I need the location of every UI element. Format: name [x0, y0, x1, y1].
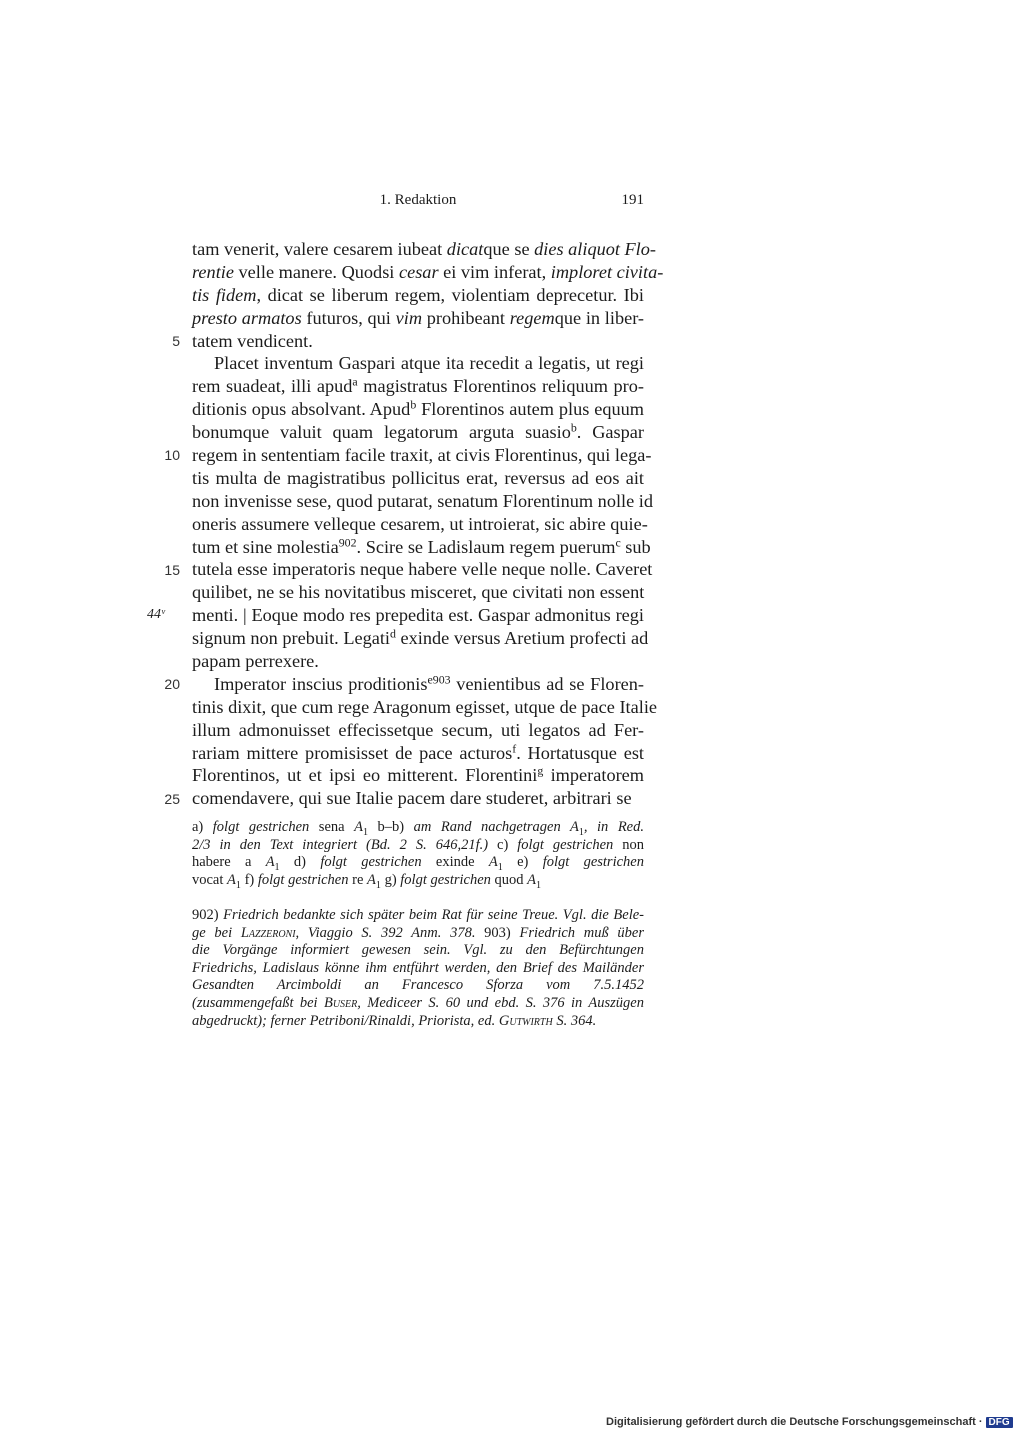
text-run: , dicat se liberum regem, violentiam deprecetur. Ibi [256, 284, 644, 305]
apparatus-line [192, 837, 644, 855]
text-run: bonumque valuit quam legatorum arguta suasio [192, 422, 571, 443]
text-run: a) [192, 819, 213, 835]
text-run: am Rand nachgetragen A [413, 819, 579, 835]
text-run: folgt gestrichen [320, 854, 422, 871]
text-run: Imperator inscius proditionis [214, 673, 428, 694]
text-run: f) [240, 871, 258, 888]
text-run: ditionis opus absolvant. Apud [192, 399, 411, 420]
text-run: A [354, 819, 363, 835]
text-run: dies aliquot Flo- [534, 239, 656, 259]
text-run: rentie [192, 261, 234, 282]
siglum-index: 1 [375, 879, 381, 891]
running-title: 1. Redaktion [379, 192, 457, 208]
text-run: regem in sententiam facile traxit, at civis Florentinus, qui lega- [192, 445, 652, 466]
text-run: Gesandten Arcimboldi an Francesco Sforza vom 7.5.1452 [192, 977, 644, 994]
text-run: rariam mittere promisisset de pace acturos [192, 742, 513, 763]
text-run: tis multa de magistratibus pollicitus erat, reversus ad eos ait [192, 467, 644, 488]
text-run: dicat [446, 239, 484, 259]
text-run: sub [620, 536, 651, 557]
text-line [192, 375, 644, 398]
text-run: . Gaspar [576, 422, 644, 443]
text-run: papam perrexere. [192, 651, 319, 672]
text-run: Florentinos, ut et ipsi eo mitterent. Florentini [192, 765, 538, 786]
text-line [192, 604, 644, 627]
running-header [192, 192, 644, 216]
text-run: tutela esse imperatoris neque habere velle neque nolle. Caveret [192, 559, 653, 580]
text-run: . Hortatusque est [516, 742, 645, 763]
text-line [192, 307, 644, 330]
line-number: 25 [164, 790, 180, 807]
text-run: oneris assumere velleque cesarem, ut introierat, sic abire quie- [192, 513, 648, 534]
line-number: 15 [164, 561, 180, 578]
text-run: folgt gestrichen [400, 871, 491, 888]
footnotes [192, 907, 644, 1030]
text-line [192, 719, 644, 742]
note-marker: d [390, 626, 396, 641]
footnote-line [192, 977, 644, 995]
text-run: die Vorgänge informiert gewesen sein. Vgl. zu den Befürchtungen [192, 942, 644, 959]
text-run: . Scire se Ladislaum regem puerum [356, 536, 616, 557]
text-run: tinis dixit, que cum rege Aragonum egisset, utque de pace Italie [192, 696, 658, 717]
text-run: d) [279, 854, 321, 871]
page-number: 191 [621, 192, 644, 208]
text-run: folgt gestrichen [517, 836, 614, 853]
siglum-index: 1 [274, 862, 280, 874]
text-run: folgt gestrichen [257, 871, 349, 888]
text-run: Friedrich muß über [519, 924, 644, 941]
text-run: magistratus Florentinos reliquum pro- [357, 376, 644, 397]
text-run: A [527, 871, 537, 888]
text-line [192, 238, 656, 261]
apparatus-line [192, 854, 644, 872]
text-run: tis fidem [192, 284, 257, 305]
note-marker: b [410, 397, 417, 412]
siglum-index: 1 [497, 862, 503, 874]
text-run: S. 364. [552, 1012, 597, 1029]
text-line [192, 742, 644, 765]
main-text [192, 238, 664, 810]
text-run: , Mediceer S. 60 und ebd. S. 376 in Auszügen [357, 994, 644, 1011]
text-run: menti. | Eoque modo res prepedita est. Gaspar admonitus regi [192, 605, 644, 626]
text-run: A [488, 854, 498, 871]
text-run: imploret civita- [550, 261, 664, 282]
text-run: Friedrichs, Ladislaus könne ihm entführt werden, den Brief des Mailänder [192, 959, 644, 976]
text-run: A [227, 871, 236, 888]
apparatus-line [192, 819, 644, 837]
note-marker: b [570, 420, 577, 435]
text-run: re [348, 871, 368, 888]
text-run: comendavere, qui sue Italie pacem dare studeret, arbitrari se [192, 788, 632, 809]
text-line [192, 490, 654, 513]
text-line [192, 261, 664, 284]
text-run: Friedrich bedankte sich später beim Rat für seine Treue. Vgl. die Bele- [223, 907, 644, 923]
text-run: A [265, 854, 275, 871]
text-line [192, 467, 644, 490]
text-run: Placet inventum Gaspari atque ita recedit a legatis, ut regi [214, 353, 644, 374]
text-run: 2/3 in den Text integriert (Bd. 2 S. 646,21f.) [192, 836, 489, 853]
text-run: quilibet, ne se his novitatibus misceret, que civitati non essent [192, 582, 645, 603]
text-run: que se [483, 239, 535, 259]
text-run: , Viaggio S. 392 Anm. 378. [295, 924, 476, 941]
text-run: 903) [475, 924, 520, 941]
line-number: 5 [172, 332, 180, 349]
text-run: rem suadeat, illi apud [192, 376, 353, 397]
text-line [192, 673, 644, 696]
text-run: e) [502, 854, 543, 871]
text-line [192, 696, 658, 719]
text-line [192, 284, 644, 307]
text-run: exinde [421, 854, 489, 871]
text-line [192, 535, 651, 559]
text-run: cesar [398, 261, 439, 282]
text-run: presto armatos [192, 307, 302, 328]
siglum-index: 1 [235, 879, 241, 891]
footnote-line [192, 960, 644, 978]
funding-footer [606, 1416, 1013, 1432]
text-line [192, 444, 652, 467]
note-marker: 902 [338, 535, 357, 550]
text-run: imperatorem [543, 765, 645, 786]
line-number: 10 [164, 447, 180, 464]
text-run: ge bei [192, 924, 241, 941]
text-run: Florentinos autem plus equum [416, 399, 644, 420]
footnote-line [192, 942, 644, 960]
note-marker: g [537, 763, 544, 778]
text-run: ei vim inferat, [438, 261, 551, 282]
text-run: exinde versus Aretium profecti ad [395, 628, 649, 649]
note-marker: f [512, 741, 517, 756]
text-run: c) [488, 836, 518, 853]
footnote-line [192, 1013, 644, 1031]
text-run: folgt gestrichen [212, 819, 310, 835]
footnote-line [192, 925, 644, 943]
text-run: vocat [192, 871, 228, 888]
text-run: signum non prebuit. Legati [192, 628, 391, 649]
text-run: sena [309, 819, 355, 835]
text-line [192, 626, 649, 650]
text-line [192, 650, 644, 673]
folio-marker: 44ᵛ [147, 607, 165, 623]
text-line [192, 421, 644, 444]
text-run: folgt gestrichen [542, 854, 644, 871]
note-marker: a [352, 374, 358, 389]
text-line [192, 330, 644, 353]
footnote-line [192, 907, 644, 925]
note-marker: e903 [427, 672, 451, 687]
text-run: non [613, 836, 644, 853]
text-run: , in Red. [583, 819, 644, 835]
text-line [192, 352, 644, 375]
text-line [192, 764, 644, 787]
siglum-index: 1 [578, 826, 584, 838]
text-run: futuros, qui [301, 307, 396, 328]
text-run: regem [509, 307, 555, 328]
text-line [192, 581, 644, 604]
text-run: velle manere. Quodsi [233, 261, 399, 282]
text-run: abgedruckt); ferner Petriboni/Rinaldi, Priorista, ed. [192, 1012, 499, 1029]
siglum-index: 1 [536, 879, 542, 891]
apparatus-line [192, 872, 644, 890]
text-run: tatem vendicent. [192, 330, 313, 351]
text-run: Gutwirth [498, 1012, 553, 1029]
text-run: (zusammengefaßt bei [192, 994, 324, 1011]
siglum-index: 1 [362, 826, 369, 838]
line-number: 20 [164, 676, 180, 693]
text-run: Buser [323, 994, 358, 1011]
text-run: tum et sine molestia [192, 536, 339, 557]
funding-text: Digitalisierung gefördert durch die Deutsche Forschungsgemeinschaft · [606, 1416, 983, 1428]
critical-apparatus [192, 819, 644, 889]
text-line [192, 398, 644, 421]
text-run: habere a [192, 854, 266, 871]
text-run: illum admonuisset effecissetque secum, uti legatos ad Fer- [192, 719, 644, 740]
text-line [192, 558, 653, 581]
text-line [192, 787, 644, 810]
text-run: que in liber- [554, 307, 645, 328]
text-line [192, 513, 648, 536]
text-run: A [367, 871, 376, 888]
text-run: non invenisse sese, quod putarat, senatum Florentinum nolle id [192, 490, 654, 511]
text-run: 902) [192, 907, 224, 923]
footnote-line [192, 995, 644, 1013]
text-run: Lazzeroni [240, 924, 296, 941]
dfg-logo: DFG [986, 1417, 1013, 1428]
text-run: g) [380, 871, 401, 888]
text-run: tam venerit, valere cesarem iubeat [192, 239, 447, 259]
note-marker: c [615, 535, 621, 550]
text-run: b–b) [368, 819, 414, 835]
text-run: prohibeant [422, 307, 510, 328]
text-run: venientibus ad se Floren- [450, 673, 645, 694]
text-run: vim [395, 307, 423, 328]
text-run: quod [490, 871, 528, 888]
